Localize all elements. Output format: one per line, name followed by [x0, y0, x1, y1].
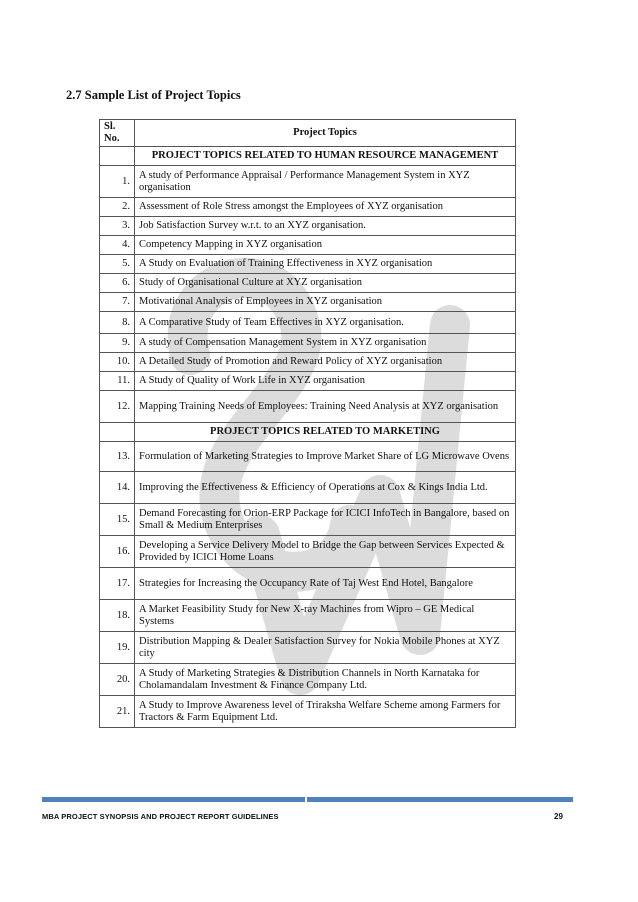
topic-cell: Formulation of Marketing Strategies to Improve Market Share of LG Microwave Ovens — [135, 442, 516, 472]
topic-cell: Mapping Training Needs of Employees: Training Need Analysis at XYZ organisation — [135, 391, 516, 423]
row-number: 10. — [100, 353, 135, 372]
column-header-project-topics: Project Topics — [135, 120, 516, 147]
topic-cell: A Study of Quality of Work Life in XYZ organisation — [135, 372, 516, 391]
topic-cell: A Study to Improve Awareness level of Triraksha Welfare Scheme among Farmers for Tractors & Farm Equipment Ltd. — [135, 696, 516, 728]
footer-title: MBA PROJECT SYNOPSIS AND PROJECT REPORT GUIDELINES — [42, 812, 279, 821]
topic-cell: Demand Forecasting for Orion-ERP Package for ICICI InfoTech in Bangalore, based on Small & Medium Enterprises — [135, 504, 516, 536]
row-number: 18. — [100, 600, 135, 632]
section-heading: 2.7 Sample List of Project Topics — [66, 88, 241, 102]
page-number: 29 — [554, 812, 563, 821]
row-number: 8. — [100, 312, 135, 334]
topic-cell: Improving the Effectiveness & Efficiency of Operations at Cox & Kings India Ltd. — [135, 472, 516, 504]
topic-cell: A Study of Marketing Strategies & Distribution Channels in North Karnataka for Cholamandalam Investment & Finance Company Ltd. — [135, 664, 516, 696]
topic-cell: Strategies for Increasing the Occupancy Rate of Taj West End Hotel, Bangalore — [135, 568, 516, 600]
row-number: 2. — [100, 198, 135, 217]
topic-cell: Study of Organisational Culture at XYZ organisation — [135, 274, 516, 293]
section-spacer-cell — [100, 423, 135, 442]
column-header-sl-no: Sl. No. — [100, 120, 135, 147]
topic-cell: Developing a Service Delivery Model to Bridge the Gap between Services Expected & Provided by ICICI Home Loans — [135, 536, 516, 568]
row-number: 5. — [100, 255, 135, 274]
row-number: 17. — [100, 568, 135, 600]
topic-cell: Competency Mapping in XYZ organisation — [135, 236, 516, 255]
row-number: 16. — [100, 536, 135, 568]
row-number: 6. — [100, 274, 135, 293]
section-header-marketing: PROJECT TOPICS RELATED TO MARKETING — [135, 423, 516, 442]
topic-cell: A study of Performance Appraisal / Performance Management System in XYZ organisation — [135, 166, 516, 198]
row-number: 12. — [100, 391, 135, 423]
row-number: 7. — [100, 293, 135, 312]
topic-cell: Job Satisfaction Survey w.r.t. to an XYZ organisation. — [135, 217, 516, 236]
row-number: 21. — [100, 696, 135, 728]
project-topics-table — [99, 119, 516, 728]
section-spacer-cell — [100, 147, 135, 166]
topic-cell: A Detailed Study of Promotion and Reward Policy of XYZ organisation — [135, 353, 516, 372]
topic-cell: A Study on Evaluation of Training Effectiveness in XYZ organisation — [135, 255, 516, 274]
row-number: 4. — [100, 236, 135, 255]
topic-cell: Assessment of Role Stress amongst the Employees of XYZ organisation — [135, 198, 516, 217]
footer-rule-right — [307, 797, 573, 802]
row-number: 13. — [100, 442, 135, 472]
row-number: 9. — [100, 334, 135, 353]
row-number: 15. — [100, 504, 135, 536]
topic-cell: A Comparative Study of Team Effectives in XYZ organisation. — [135, 312, 516, 334]
section-header-hr: PROJECT TOPICS RELATED TO HUMAN RESOURCE MANAGEMENT — [135, 147, 516, 166]
row-number: 14. — [100, 472, 135, 504]
topic-cell: A study of Compensation Management System in XYZ organisation — [135, 334, 516, 353]
row-number: 11. — [100, 372, 135, 391]
topic-cell: Distribution Mapping & Dealer Satisfaction Survey for Nokia Mobile Phones at XYZ city — [135, 632, 516, 664]
row-number: 1. — [100, 166, 135, 198]
topic-cell: A Market Feasibility Study for New X-ray Machines from Wipro – GE Medical Systems — [135, 600, 516, 632]
row-number: 3. — [100, 217, 135, 236]
footer-rule-left — [42, 797, 305, 802]
row-number: 20. — [100, 664, 135, 696]
topic-cell: Motivational Analysis of Employees in XYZ organisation — [135, 293, 516, 312]
row-number: 19. — [100, 632, 135, 664]
